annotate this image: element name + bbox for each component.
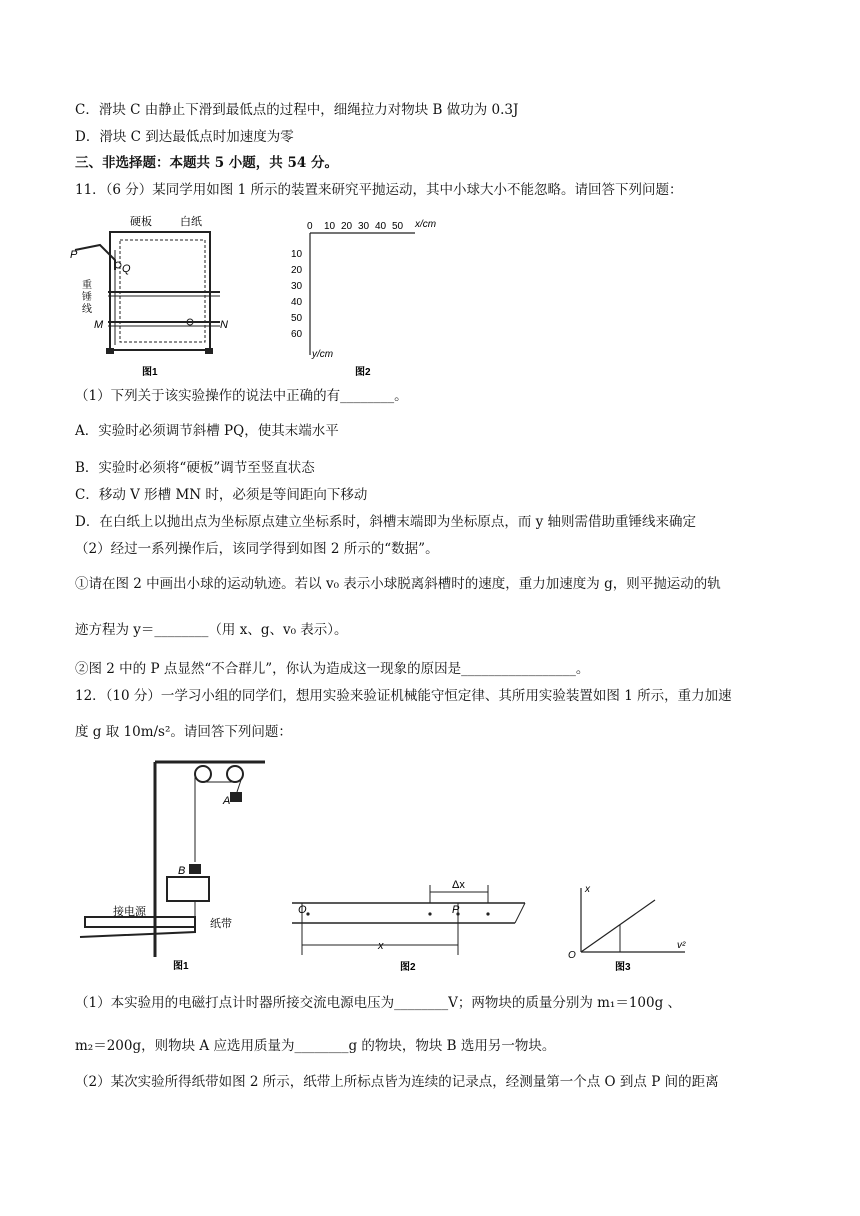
y-axis-label: y/cm bbox=[312, 349, 334, 360]
fig12-2-caption: 图2 bbox=[400, 962, 416, 973]
question-12: 12．（10 分）一学习小组的同学们，想用实验来验证机械能守恒定律、其所用实验装置如图 1 所示，重力加速 bbox=[75, 688, 732, 704]
q11-figure-2 bbox=[285, 215, 455, 380]
label-block-b: B bbox=[178, 865, 186, 877]
q11-part2-item1: ①请在图 2 中画出小球的运动轨迹。若以 v₀ 表示小球脱离斜槽时的速度，重力加速度为 g，则平抛运动的轨 bbox=[75, 576, 721, 592]
option-c-line: C．滑块 C 由静止下滑到最低点的过程中，细绳拉力对物块 B 做功为 0.3J bbox=[75, 102, 519, 118]
q11-option-c: C．移动 V 形槽 MN 时，必须是等间距向下移动 bbox=[75, 487, 368, 503]
x-tick-label: 40 bbox=[375, 221, 387, 232]
q11-option-a: A．实验时必须调节斜槽 PQ，使其末端水平 bbox=[75, 423, 339, 439]
label-power: 接电源 bbox=[113, 906, 146, 918]
question-11: 11．（6 分）某同学用如图 1 所示的装置来研究平抛运动，其中小球大小不能忽略。请回答下列问题： bbox=[75, 182, 683, 198]
label-m: M bbox=[94, 319, 104, 331]
label-p: P bbox=[70, 249, 78, 261]
q11-figure-1 bbox=[70, 210, 230, 380]
x-tick-label: 0 bbox=[307, 221, 313, 232]
label-block-a: A bbox=[223, 795, 231, 807]
q11-part2: （2）经过一系列操作后，该同学得到如图 2 所示的“数据”。 bbox=[75, 541, 439, 557]
fig12-1-caption: 图1 bbox=[173, 961, 189, 972]
y-tick-label: 10 bbox=[291, 249, 303, 260]
fig11-2-caption: 图2 bbox=[355, 367, 371, 378]
x-tick-label: 10 bbox=[324, 221, 336, 232]
x-tick-label: 20 bbox=[341, 221, 353, 232]
label-q: Q bbox=[122, 263, 131, 275]
q12-part1: （1）本实验用的电磁打点计时器所接交流电源电压为________V；两物块的质量分别为 m₁＝100g 、 bbox=[75, 995, 682, 1011]
y-tick-label: 40 bbox=[291, 297, 303, 308]
label-point-o: O bbox=[298, 904, 307, 916]
label-x-distance: x bbox=[378, 940, 384, 952]
label-delta-x: Δx bbox=[452, 879, 465, 891]
q12-part2: （2）某次实验所得纸带如图 2 所示，纸带上所标点皆为连续的记录点，经测量第一个点 O 到点 P 间的距离 bbox=[75, 1074, 719, 1090]
label-point-p: P bbox=[452, 904, 460, 916]
label-plumb-1: 重 bbox=[82, 280, 92, 291]
fig11-1-caption: 图1 bbox=[142, 367, 158, 378]
y-tick-label: 50 bbox=[291, 313, 303, 324]
y-tick-label: 60 bbox=[291, 329, 303, 340]
label-plumb-2: 锤 bbox=[82, 292, 92, 303]
x-tick-label: 30 bbox=[358, 221, 370, 232]
q11-part2-item2: ②图 2 中的 P 点显然“不合群儿”，你认为造成这一现象的原因是_________________。 bbox=[75, 661, 590, 677]
q12-part1-cont: m₂＝200g，则物块 A 应选用质量为________g 的物块，物块 B 选用另一物块。 bbox=[75, 1038, 556, 1054]
label-tape: 纸带 bbox=[210, 918, 232, 930]
q12-figure-2 bbox=[290, 870, 530, 975]
graph-x-label: x bbox=[585, 884, 590, 895]
y-tick-label: 20 bbox=[291, 265, 303, 276]
q11-option-d: D．在白纸上以抛出点为坐标原点建立坐标系时，斜槽末端即为坐标原点，而 y 轴则需借助重锤线来确定 bbox=[75, 514, 697, 530]
q12-figure-1 bbox=[75, 752, 275, 977]
q11-part1: （1）下列关于该实验操作的说法中正确的有________。 bbox=[75, 388, 408, 404]
label-white-paper: 白纸 bbox=[180, 216, 202, 228]
q12-figure-3 bbox=[565, 880, 695, 975]
label-n: N bbox=[220, 319, 228, 331]
x-tick-label: 50 bbox=[392, 221, 404, 232]
fig12-3-caption: 图3 bbox=[615, 962, 631, 973]
q11-option-b: B．实验时必须将“硬板”调节至竖直状态 bbox=[75, 460, 315, 476]
label-hard-board: 硬板 bbox=[130, 216, 152, 228]
graph-v2-label: v² bbox=[677, 940, 686, 951]
graph-origin: O bbox=[568, 950, 576, 961]
question-12-cont: 度 g 取 10m/s²。请回答下列问题： bbox=[75, 724, 292, 740]
y-tick-label: 30 bbox=[291, 281, 303, 292]
option-d-line: D．滑块 C 到达最低点时加速度为零 bbox=[75, 129, 294, 145]
x-axis-label: x/cm bbox=[415, 219, 437, 230]
label-plumb-3: 线 bbox=[82, 304, 92, 315]
section-heading: 三、非选择题：本题共 5 小题，共 54 分。 bbox=[75, 155, 338, 171]
q11-part2-item1-cont: 迹方程为 y＝________（用 x、g、v₀ 表示）。 bbox=[75, 622, 348, 638]
